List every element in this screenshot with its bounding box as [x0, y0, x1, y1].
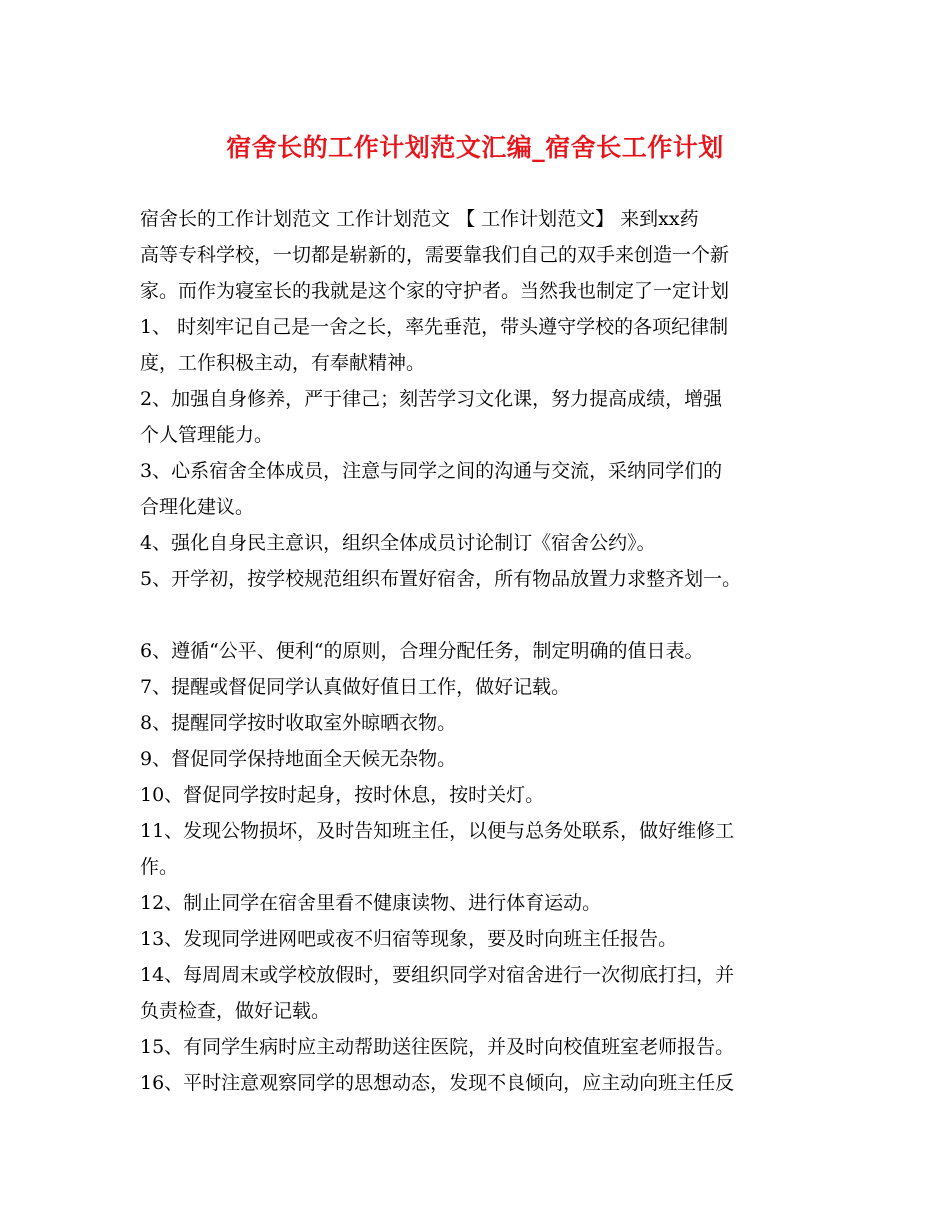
body-line: 5、开学初，按学校规范组织布置好宿舍，所有物品放置力求整齐划一。	[140, 568, 742, 590]
paragraph-gap	[140, 597, 820, 633]
body-line: 11、发现公物损坏，及时告知班主任，以便与总务处联系，做好维修工	[140, 820, 735, 842]
body-line: 13、发现同学进网吧或夜不归宿等现象，要及时向班主任报告。	[140, 928, 678, 950]
body-line: 4、强化自身民主意识，组织全体成员讨论制订《宿舍公约》。	[140, 532, 656, 554]
body-line: 7、提醒或督促同学认真做好值日工作，做好记载。	[140, 676, 571, 698]
body-line: 负责检查，做好记载。	[140, 1000, 331, 1022]
body-line: 15、有同学生病时应主动帮助送往医院，并及时向校值班室老师报告。	[140, 1036, 735, 1058]
body-line: 9、督促同学保持地面全天候无杂物。	[140, 748, 457, 770]
body-line: 14、每周周末或学校放假时，要组织同学对宿舍进行一次彻底打扫，并	[140, 964, 735, 986]
body-line: 家。而作为寝室长的我就是这个家的守护者。当然我也制定了一定计划	[140, 280, 730, 302]
body-line: 10、督促同学按时起身，按时休息，按时关灯。	[140, 784, 545, 806]
body-line: 合理化建议。	[140, 496, 255, 518]
body-line: 12、制止同学在宿舍里看不健康读物、进行体育运动。	[140, 892, 602, 914]
body-line: 宿舍长的工作计划范文 工作计划范文 【 工作计划范文】 来到xx药	[140, 208, 699, 230]
body-line: 1、 时刻牢记自己是一舍之长，率先垂范，带头遵守学校的各项纪律制	[140, 316, 729, 338]
body-line: 16、平时注意观察同学的思想动态，发现不良倾向，应主动向班主任反	[140, 1072, 735, 1094]
body-line: 2、加强自身修养，严于律己；刻苦学习文化课，努力提高成绩，增强	[140, 388, 723, 410]
body-line: 8、提醒同学按时收取室外晾晒衣物。	[140, 712, 457, 734]
document-body	[140, 201, 820, 1101]
document-title: 宿舍长的工作计划范文汇编_宿舍长工作计划	[226, 133, 724, 162]
body-line: 高等专科学校，一切都是崭新的，需要靠我们自己的双手来创造一个新	[140, 244, 730, 266]
body-line: 作。	[140, 856, 179, 878]
body-line: 6、遵循“公平、便利“的原则，合理分配任务，制定明确的值日表。	[140, 640, 704, 662]
body-line: 个人管理能力。	[140, 424, 274, 446]
body-line: 3、心系宿舍全体成员，注意与同学之间的沟通与交流，采纳同学们的	[140, 460, 723, 482]
body-line: 度，工作积极主动，有奉献精神。	[140, 352, 426, 374]
